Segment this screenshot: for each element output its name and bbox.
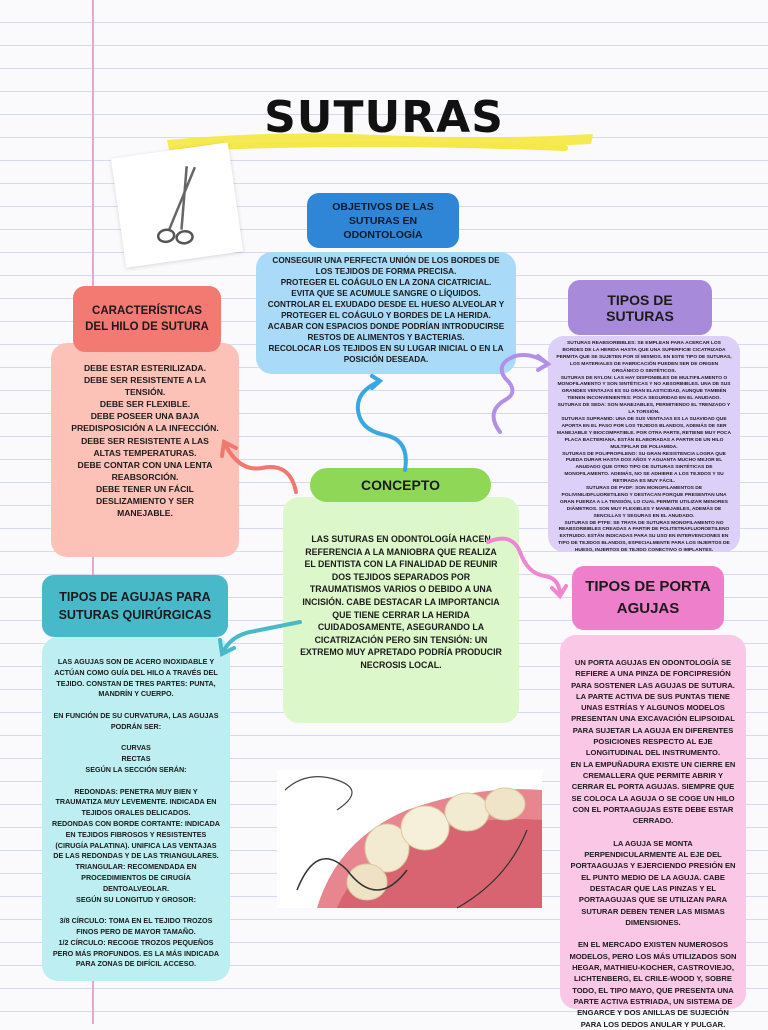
teeth-illustration (277, 770, 542, 908)
porta-text: UN PORTA AGUJAS EN ODONTOLOGÍA SE REFIERE A UNA PINZA DE FORCIPRESIÓN PARA SOSTENER LAS AGUJAS DE SUTURA. LA PARTE ACTIVA DE SUS PUNTAS TIENE UNAS ESTRÍAS Y ALGUNOS MODELOS PRESENTAN UNA EXCAVACIÓN ELIPSOIDAL PARA SUJETAR LA AGUJA EN DIFERENTES POSICIONES RESPECTO AL EJE LONGITUDINAL DEL INSTRUMENTO. EN LA EMPUÑADURA EXISTE UN CIERRE EN CREMALLERA QUE PERMITE ABRIR Y CERRAR EL PORTA AGUJAS. SIEMPRE QUE SE COLOCA LA AGUJA O SE COGE UN HILO CON EL PORTAAGUJAS ESTE DEBE ESTAR CERRADO. LA AGUJA SE MONTA PERPENDICULARMENTE AL EJE DEL PORTAAGUJAS Y EJERCIENDO PRESIÓN EN EL PUNTO MEDIO DE LA AGUJA. CABE DESTACAR QUE LAS PINZAS Y EL PORTAAGUJAS QUE SE UTILIZAN PARA SUTURAR DEBEN TENER LAS MISMAS DIMENSIONES. EN EL MERCADO EXISTEN NUMEROSOS MODELOS, PERO LOS MÁS UTILIZADOS SON HEGAR, MATHIEU-KOCHER, CASTROVIEJO, LICHTENBERG, EL CRILE-WOOD Y, SOBRE TODO, EL TIPO MAYO, QUE PRESENTA UNA PARTE ACTIVA ESTRIADA, UN SISTEMA DE ENGARCE Y DOS ANILLAS DE SUJECIÓN PARA LOS DEDOS ANULAR Y PULGAR. (569, 658, 737, 1029)
page-title: SUTURAS (264, 92, 504, 143)
agujas-text: LAS AGUJAS SON DE ACERO INOXIDABLE Y ACTÚAN COMO GUÍA DEL HILO A TRAVÉS DEL TEJIDO. CONSTAN DE TRES PARTES: PUNTA, MANDRÍN Y CUERPO. EN FUNCIÓN DE SU CURVATURA, LAS AGUJAS PODRÁN SER: CURVAS RECTAS SEGÚN LA SECCIÓN SERÁN: REDONDAS: PENETRA MUY BIEN Y TRAUMATIZA MUY LEVEMENTE. INDICADA EN TEJIDOS ORALES DELICADOS. REDONDAS CON BORDE CORTANTE: INDICADA EN TEJIDOS FIBROSOS Y RESISTENTES (CIRUGÍA PALATINA). UNIFICA LAS VENTAJAS DE LAS REDONDAS Y DE LAS TRIANGULARES. TRIANGULAR: RECOMENDADA EN PROCEDIMIENTOS DE CIRUGÍA DENTOALVEOLAR. SEGÚN SU LONGITUD Y GROSOR: 3/8 CÍRCULO: TOMA EN EL TEJIDO TROZOS FINOS PERO DE MAYOR TAMAÑO. 1/2 CÍRCULO: RECOGE TROZOS PEQUEÑOS PERO MÁS PROFUNDOS. ES LA MÁS INDICADA PARA ZONAS DE DIFÍCIL ACCESO. (52, 657, 220, 969)
scissors-image (111, 142, 243, 267)
objetivos-label: OBJETIVOS DE LAS SUTURAS EN ODONTOLOGÍA (307, 193, 459, 248)
caracteristicas-label: CARACTERÍSTICAS DEL HILO DE SUTURA (73, 286, 221, 352)
dental-suture-photo (277, 770, 542, 908)
agujas-label: TIPOS DE AGUJAS PARA SUTURAS QUIRÚRGICAS (42, 575, 228, 637)
caracteristicas-box (51, 343, 239, 557)
objetivos-text: CONSEGUIR UNA PERFECTA UNIÓN DE LOS BORDES DE LOS TEJIDOS DE FORMA PRECISA. PROTEGER EL COÁGULO EN LA ZONA CICATRICIAL. EVITA QUE SE ACUMULE SANGRE O LÍQUIDOS. CONTROLAR EL EXUDADO DESDE EL HUESO ALVEOLAR Y PROTEGER EL COÁGULO Y BORDES DE LA HERIDA. ACABAR CON ESPACIOS DONDE PODRÍAN INTRODUCIRSE RESTOS DE ALIMENTOS Y BACTERIAS. RECOLOCAR LOS TEJIDOS EN SU LUGAR INICIAL O EN LA POSICIÓN DESEADA. (267, 256, 505, 364)
scissors-icon (111, 142, 243, 267)
concepto-box (283, 497, 519, 723)
tipos-suturas-text: SUTURAS REABSORBIBLES: SE EMPLEAN PARA ACERCAR LOS BORDES DE LA HERIDA HASTA QUE UNA SUPERFICIE CICATRIZADA PERMITA QUE SE SUJETEN POR SÍ MISMOS. EN ESTE TIPO DE SUTURAS, LOS MATERIALES DE FABRICACIÓN PUEDEN SER DE ORIGEN ORGÁNICO O SINTÉTICOS. SUTURAS DE NYLON: LAS HAY DISPONIBLES DE MULTIFILAMENTO O MONOFILAMENTO Y SON SINTÉTICAS Y NO ABSORBIBLES. UNA DE SUS GRANDES VENTAJAS ES SU GRAN ELASTICIDAD, AUNQUE TAMBIÉN TIENEN INCONVENIENTES: POCA SEGURIDAD EN EL ANUDADO. SUTURAS DE SEDA: SON MANEJABLES, PERMITIENDO EL TRENZADO Y LA TORSIÓN. SUTURAS SUPRAMID: UNA DE SUS VENTAJAS ES LA SUAVIDAD QUE APORTA EN EL PASO POR LOS TEJIDOS BLANDOS, ADEMÁS DE SER MANEJABLE Y BIOCOMPATIBLE. POR OTRA PARTE, RETIENE MUY POCA PLACA BACTERIANA. ESTÁN ELABORADAS A PARTIR DE UN HILO MULTIFILAR DE POLIAMIDA. SUTURAS DE POLIPROPILENO: SU GRAN RESISTENCIA LOGRA QUE PUEDA DURAR HASTA DOS AÑOS Y AGUANTA MUCHO MEJOR EL ANUDADO QUE OTRO TIPO DE SUTURAS SINTÉTICAS DE MONOFILAMENTO. ADEMÁS, NO SE ADHIERE A LOS TEJIDOS Y SU RETIRADA ES MUY FÁCIL. SUTURAS DE PVDF: SON MONOFILAMENTOS DE POLIVINILIDFLUORETILENO Y DESTACAN PORQUE PRESENTAN UNA GRAN FUERZA A LA TENSIÓN, LO CUAL PERMITE UTILIZAR MENORES DIÁMETROS. SON MUY FLEXIBLES Y MANEJABLES, ADEMÁS DE SENCILLAS Y SEGURAS EN EL ANUDADO. SUTURAS DE PTFE: SE TRATA DE SUTURAS MONOFILAMENTO NO REABSORBIBLES CREADAS A PARTIR DE POLITETRAFLUOROETILENO EXTRUIDO. ESTÁN INDICADAS PARA SU USO EN INTERVENCIONES EN TIPO DE TEJIDOS BLANDOS, ESPECIALMENTE PARA LOS INJERTOS DE HUESO, INJERTOS DE TEJIDO CONECTIVO O IMPLANTES. (556, 341, 732, 554)
tipos-suturas-box (548, 336, 740, 552)
objetivos-box (256, 252, 516, 374)
concepto-text: LAS SUTURAS EN ODONTOLOGÍA HACEN REFERENCIA A LA MANIOBRA QUE REALIZA EL DENTISTA CON LA FINALIDAD DE REUNIR DOS TEJIDOS SEPARADOS POR TRAUMATISMOS VARIOS O DEBIDO A UNA INCISIÓN. CABE DESTACAR LA IMPORTANCIA QUE TIENE CERRAR LA HERIDA CUIDADOSAMENTE, ASEGURANDO LA CICATRIZACIÓN PERO SIN TENSIÓN: UN EXTREMO MUY APRETADO PODRÍA PRODUCIR NECROSIS LOCAL. (300, 534, 502, 670)
concepto-label: CONCEPTO (310, 468, 491, 502)
porta-box (560, 635, 746, 1029)
tipos-suturas-label: TIPOS DE SUTURAS (568, 280, 712, 335)
caracteristicas-text: DEBE ESTAR ESTERILIZADA. DEBE SER RESISTENTE A LA TENSIÓN. DEBE SER FLEXIBLE. DEBE POSEER UNA BAJA PREDISPOSICIÓN A LA INFECCIÓN. DEBE SER RESISTENTE A LAS ALTAS TEMPERATURAS. DEBE CONTAR CON UNA LENTA REABSORCIÓN. DEBE TENER UN FÁCIL DESLIZAMIENTO Y SER MANEJABLE. (71, 363, 219, 519)
arrow-to-objetivos (358, 382, 406, 470)
porta-label: TIPOS DE PORTA AGUJAS (572, 566, 724, 630)
agujas-box (42, 637, 230, 981)
